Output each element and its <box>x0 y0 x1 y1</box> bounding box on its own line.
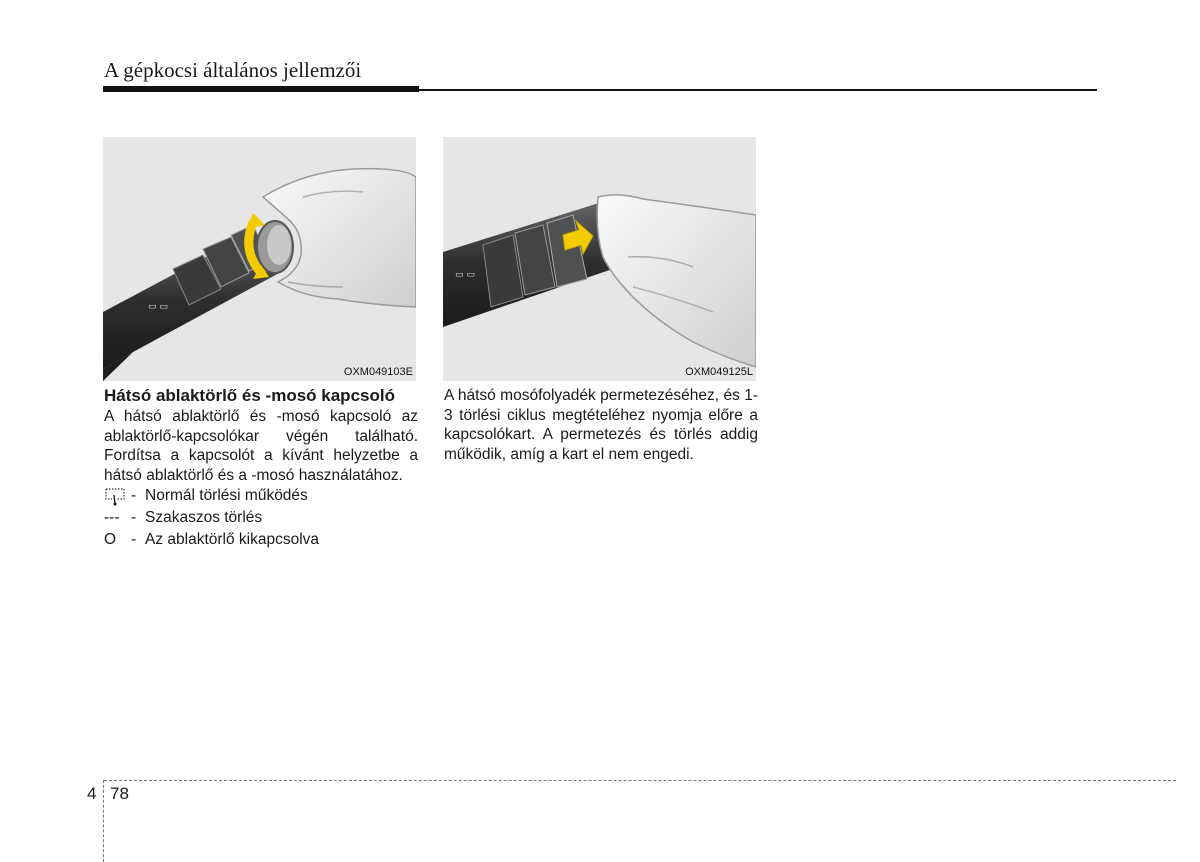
body-paragraph: A hátsó ablaktörlő és -mosó kapcsoló az ablaktörlő-kapcsolókar végén található. Fordítsa a kapcsolót a kívánt helyzetbe a hátsó ablaktörlő és a -mosó használatához. <box>104 408 418 484</box>
header-rule-thick <box>103 86 419 92</box>
page-section-title: A gépkocsi általános jellemzői <box>104 58 362 82</box>
figure-rear-washer-push <box>443 137 756 381</box>
legend-text: Az ablaktörlő kikapcsolva <box>145 531 320 548</box>
legend-separator: - <box>131 531 137 548</box>
legend-separator: - <box>131 487 137 504</box>
legend-text: Normál törlési működés <box>145 487 308 504</box>
legend-item <box>104 529 418 551</box>
section-heading: Hátsó ablaktörlő és -mosó kapcsoló <box>104 386 395 405</box>
legend-text: Szakaszos törlés <box>145 509 263 526</box>
svg-text:▭ ▭: ▭ ▭ <box>455 270 475 280</box>
legend-separator: - <box>131 509 137 526</box>
chapter-number: 4 <box>87 784 97 803</box>
header-rule-thin <box>419 89 1097 91</box>
body-paragraph: A hátsó mosófolyadék permetezéséhez, és 1-3 törlési ciklus megtételéhez nyomja előre a kapcsolókart. A permetezés és törlés addig működik, amíg a kart el nem engedi. <box>444 387 758 463</box>
page-number: 78 <box>110 784 129 803</box>
wiper-mode-legend <box>104 485 418 551</box>
figure-code-right: OXM049125L <box>685 366 753 378</box>
legend-symbol: --- <box>104 509 120 526</box>
svg-text:▭ ▭: ▭ ▭ <box>148 302 168 312</box>
legend-item <box>104 507 418 529</box>
right-column <box>444 386 758 464</box>
figure-rear-wiper-knob <box>103 137 416 381</box>
footer-dashed-divider <box>103 780 104 862</box>
left-column <box>104 386 418 551</box>
footer-dashed-rule <box>104 780 1176 781</box>
figure-code-left: OXM049103E <box>343 366 413 378</box>
illustration-push-lever <box>443 137 756 381</box>
legend-item <box>104 485 418 507</box>
illustration-rotate-knob <box>103 137 416 381</box>
legend-symbol: O <box>104 531 117 548</box>
